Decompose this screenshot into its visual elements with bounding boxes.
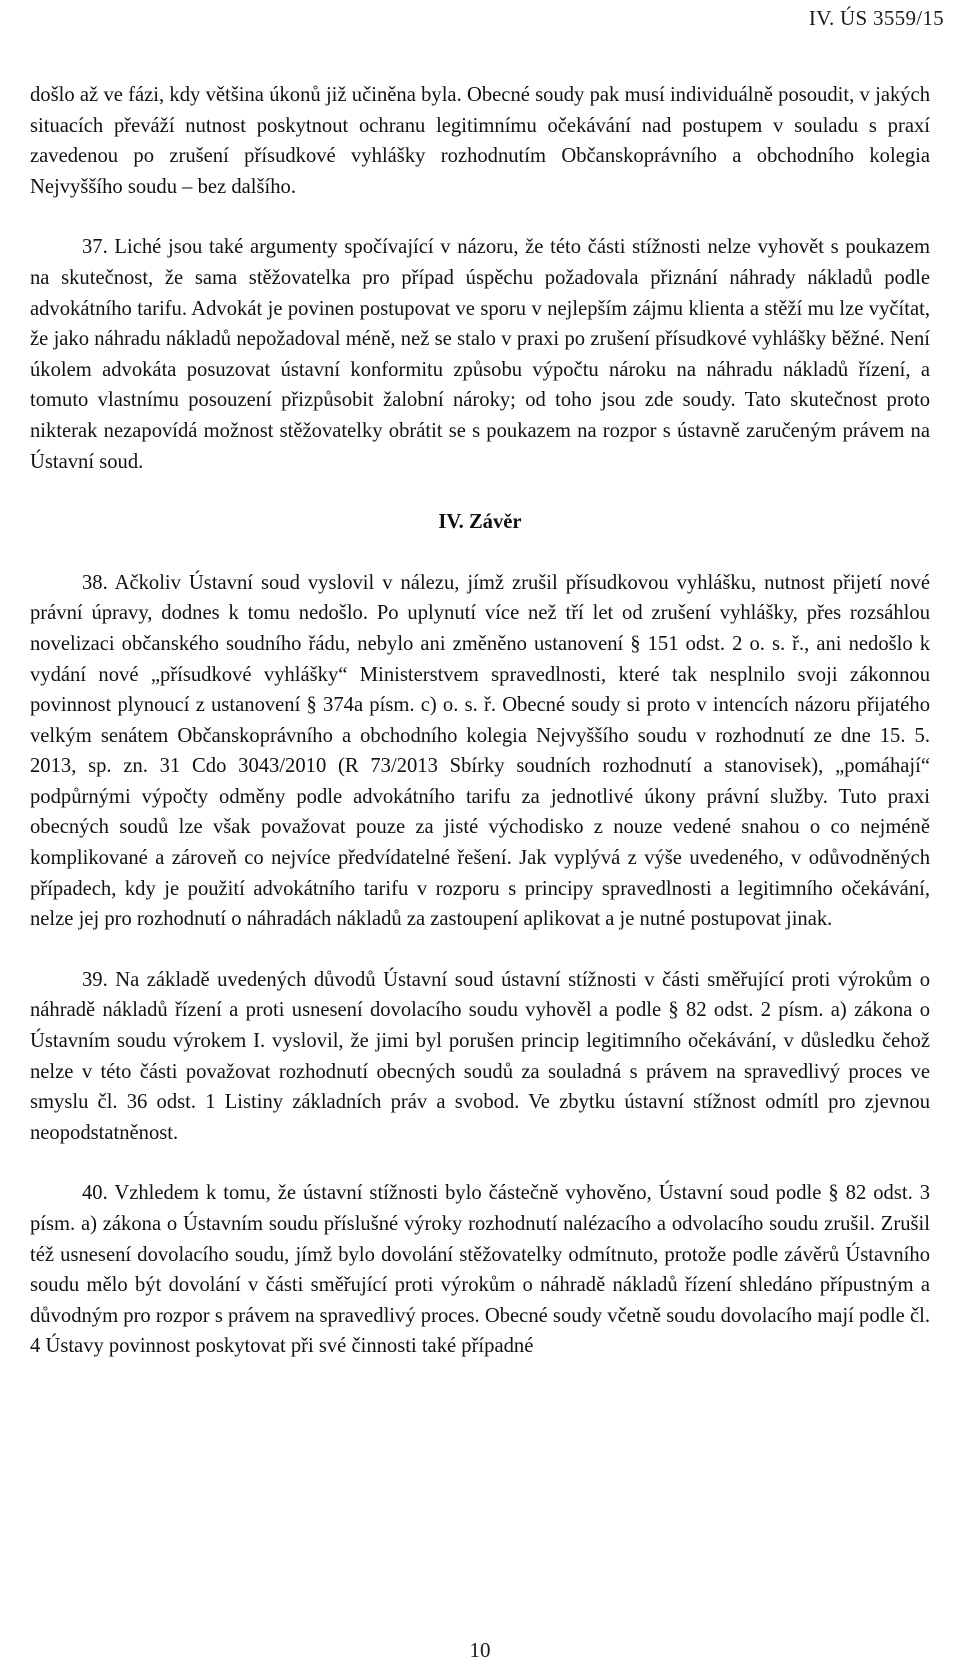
section-heading: IV. Závěr (438, 511, 522, 534)
paragraph-40: 40. Vzhledem k tomu, že ústavní stížnosti bylo částečně vyhověno, Ústavní soud podle § 82 odst. 3 písm. a) zákona o Ústavním soudu příslušné výroky rozhodnutí nalézacího a odvolacího soudu zrušil. Zrušil též usnesení dovolacího soudu, jímž bylo dovolání stěžovatelky odmítnuto, protože podle závěrů Ústavního soudu mělo být dovolání v části směřující proti výrokům o náhradě nákladů řízení shledáno přípustným a důvodným pro rozpor s právem na spravedlivý proces. Obecné soudy včetně soudu dovolacího mají podle čl. 4 Ústavy povinnost poskytovat při své činnosti také případné (30, 1182, 930, 1358)
case-reference-header: IV. ÚS 3559/15 (808, 6, 944, 30)
paragraph-37: 37. Liché jsou také argumenty spočívající v názoru, že této části stížnosti nelze vyhovět s poukazem na skutečnost, že sama stěžovatelka pro případ úspěchu požadovala přiznání náhrady nákladů podle advokátního tarifu. Advokát je povinen postupovat ve sporu v nejlepším zájmu klienta a stěží mu lze vyčítat, že jako náhradu nákladů nepožadoval méně, než se stalo v praxi po zrušení přísudkové vyhlášky běžné. Není úkolem advokáta posuzovat ústavní konformitu způsobu výpočtu nároku na náhradu nákladů řízení, a tomuto vlastnímu posouzení přizpůsobit žalobní nároky; od toho jsou zde soudy. Tato skutečnost proto nikterak nezapovídá možnost stěžovatelky obrátit se s poukazem na rozpor s ústavně zaručeným právem na Ústavní soud. (30, 236, 930, 473)
page-number: 10 (469, 1638, 491, 1662)
paragraph-gap (30, 202, 930, 232)
paragraph-39: 39. Na základě uvedených důvodů Ústavní soud ústavní stížnosti v části směřující proti výrokům o náhradě nákladů řízení a proti usnesení dovolacího soudu vyhověl a podle § 82 odst. 2 písm. a) zákona o Ústavním soudu výrokem I. vyslovil, že jimi byl porušen princip legitimního očekávání, v důsledku čehož nelze v této části považovat rozhodnutí obecných soudů za souladná s právem na spravedlivý proces ve smyslu čl. 36 odst. 1 Listiny základních práv a svobod. Ve zbytku ústavní stížnost odmítl pro zjevnou neopodstatněnost. (30, 968, 930, 1144)
paragraph-gap (30, 935, 930, 965)
paragraph-gap (30, 477, 930, 507)
paragraph-gap (30, 538, 930, 568)
paragraph-38: 38. Ačkoliv Ústavní soud vyslovil v nálezu, jímž zrušil přísudkovou vyhlášku, nutnost přijetí nové právní úpravy, dodnes k tomu nedošlo. Po uplynutí více než tří let od zrušení vyhlášky, přes rozsáhlou novelizaci občanského soudního řádu, nebylo ani změněno ustanovení § 151 odst. 2 o. s. ř., ani nedošlo k vydání nové „přísudkové vyhlášky“ Ministerstvem spravedlnosti, které tak nesplnilo svoji zákonnou povinnost plynoucí z ustanovení § 374a písm. c) o. s. ř. Obecné soudy si proto v intencích názoru přijatého velkým senátem Občanskoprávního a obchodního kolegia Nejvyššího soudu v rozhodnutí ze dne 15. 5. 2013, sp. zn. 31 Cdo 3043/2010 (R 73/2013 Sbírky soudních rozhodnutí a stanovisek), „pomáhají“ podpůrnými výpočty odměny podle advokátního tarifu za jednotlivé úkony právní služby. Tuto praxi obecných soudů lze však považovat pouze za jisté východisko z nouze vedené snahou o co nejméně komplikované a zároveň co nejvíce předvídatelné řešení. Jak vyplývá z výše uvedeného, v odůvodněných případech, kdy je použití advokátního tarifu v rozporu s principy spravedlnosti a legitimního očekávání, nelze jej pro rozhodnutí o náhradách nákladů za zastoupení aplikovat a je nutné postupovat jinak. (30, 571, 930, 931)
paragraph-36-continuation: došlo až ve fázi, kdy většina úkonů již učiněna byla. Obecné soudy pak musí individuálně posoudit, v jakých situacích převáží nutnost poskytnout ochranu legitimnímu očekávání nad postupem v souladu s praxí zavedenou po zrušení přísudkové vyhlášky rozhodnutím Občanskoprávního a obchodního kolegia Nejvyššího soudu – bez dalšího. (30, 84, 930, 198)
document-body (30, 80, 930, 1362)
paragraph-gap (30, 1148, 930, 1178)
